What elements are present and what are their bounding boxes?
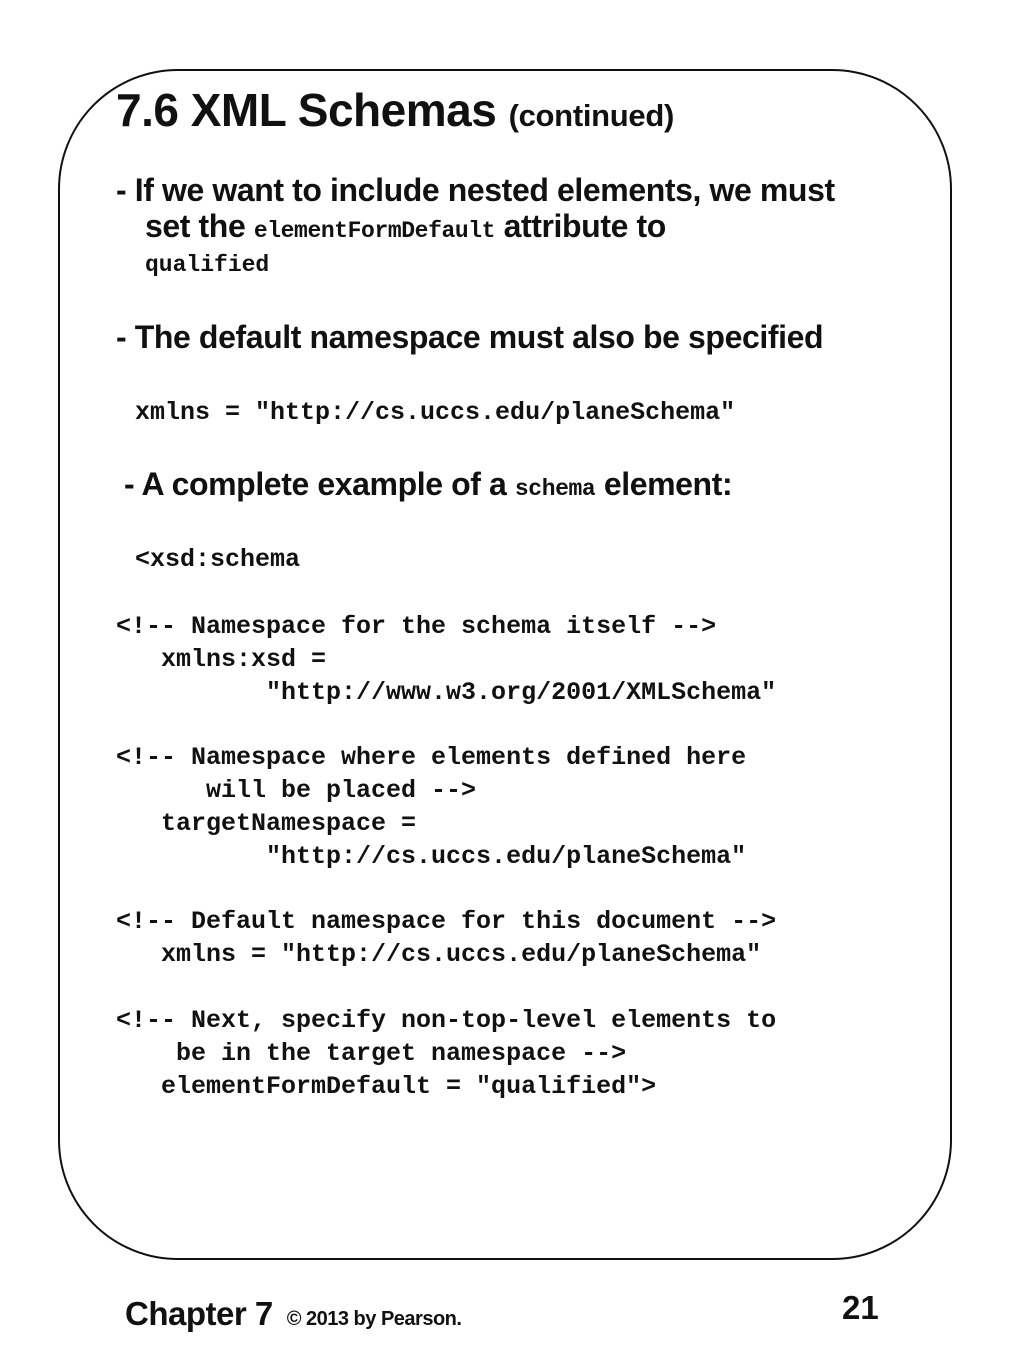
code-line: <!-- Default namespace for this document -->: [116, 907, 777, 936]
footer-chapter: Chapter 7 © 2013 by Pearson.: [125, 1295, 462, 1332]
code-line: <!-- Namespace where elements defined here: [116, 743, 747, 772]
code-qualified: qualified: [145, 252, 270, 278]
bullet-nested-line2: set the elementFormDefault attribute to: [145, 208, 666, 244]
slide-title: 7.6 XML Schemas (continued): [116, 84, 675, 136]
code-line: "http://cs.uccs.edu/planeSchema": [116, 842, 747, 871]
code-elementformdefault: elementFormDefault: [253, 218, 496, 244]
footer-copyright: © 2013 by Pearson.: [286, 1308, 462, 1330]
bullet-default-namespace: - The default namespace must also be specified: [116, 319, 824, 355]
code-line: <!-- Next, specify non-top-level elements to: [116, 1006, 777, 1035]
code-line: xmlns = "http://cs.uccs.edu/planeSchema": [116, 940, 762, 969]
code-line: targetNamespace =: [116, 809, 417, 838]
bullet-nested-line1: - If we want to include nested elements, we must: [116, 172, 835, 208]
code-line: <xsd:schema: [135, 545, 301, 574]
xmlns-example: xmlns = "http://cs.uccs.edu/planeSchema": [135, 398, 736, 427]
page-number: 21: [842, 1289, 879, 1326]
code-line: be in the target namespace -->: [116, 1039, 627, 1068]
title-suffix: (continued): [508, 98, 675, 133]
code-schema: schema: [514, 476, 596, 502]
code-line: "http://www.w3.org/2001/XMLSchema": [116, 678, 777, 707]
code-line: xmlns:xsd =: [116, 645, 327, 674]
code-line: elementFormDefault = "qualified">: [116, 1072, 657, 1101]
bullet-complete-example: - A complete example of a schema element:: [124, 466, 733, 502]
code-line: will be placed -->: [116, 776, 477, 805]
code-line: <!-- Namespace for the schema itself -->: [116, 612, 717, 641]
